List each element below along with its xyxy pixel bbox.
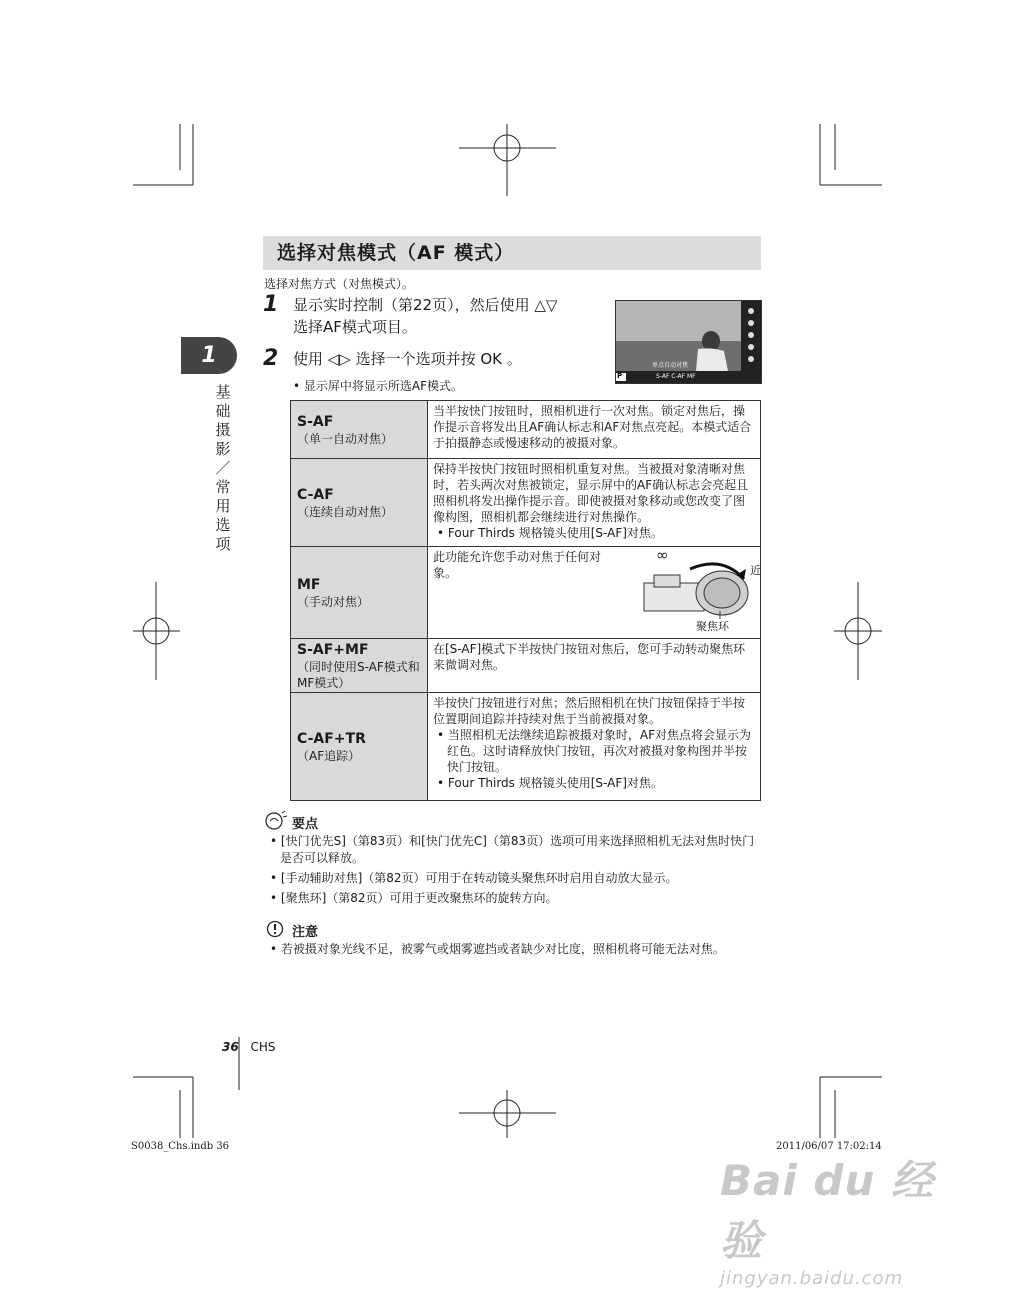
step-1-line2: 选择AF模式项目。: [293, 318, 417, 336]
mode-bullet: • Four Thirds 规格镜头使用[S-AF]对焦。: [437, 526, 663, 540]
mode-code: S-AF+MF: [297, 641, 369, 658]
step-2-bullet: • 显示屏中将显示所选AF模式。: [293, 379, 464, 393]
mode-subtitle: （手动对焦）: [297, 594, 370, 609]
tips-list: [266, 833, 762, 907]
mode-desc-cell: [428, 547, 761, 639]
mode-desc-cell: [428, 639, 761, 693]
mode-code: C-AF: [297, 486, 334, 503]
mode-name-cell: [291, 401, 428, 459]
mode-code: S-AF: [297, 413, 334, 430]
mode-description: 半按快门按钮进行对焦；然后照相机在快门按钮保持于半按位置期间追踪并持续对焦于当前被摄对象。: [433, 696, 746, 726]
mode-code: C-AF+TR: [297, 730, 366, 747]
near-label: 近: [750, 564, 761, 577]
af-mode-table: [290, 400, 761, 801]
mode-description: 当半按快门按钮时，照相机进行一次对焦。锁定对焦后，操作提示音将发出且AF确认标志和AF对焦点亮起。本模式适合于拍摄静态或慢速移动的被摄对象。: [433, 404, 752, 450]
mode-code: MF: [297, 576, 321, 593]
mode-name-cell: [291, 693, 428, 801]
table-row: [291, 401, 761, 459]
list-item: • 若被摄对象光线不足，被雾气或烟雾遮挡或者缺少对比度，照相机将可能无法对焦。: [270, 942, 725, 956]
chapter-tab: 1: [181, 337, 237, 374]
list-item: • [快门优先S]（第83页）和[快门优先C]（第83页）选项可用来选择照相机无法对焦时快门是否可以释放。: [270, 834, 755, 865]
list-item: • [聚焦环]（第82页）可用于更改聚焦环的旋转方向。: [270, 891, 558, 905]
page-lang: CHS: [250, 1040, 276, 1054]
tips-heading: 要点: [292, 817, 319, 832]
list-item: • [手动辅助对焦]（第82页）可用于在转动镜头聚焦环时启用自动放大显示。: [270, 871, 678, 885]
mode-name-cell: [291, 547, 428, 639]
focus-ring-icon: [640, 555, 752, 619]
camera-photo: [616, 301, 761, 383]
mode-subtitle: （单一自动对焦）: [297, 431, 394, 446]
mode-desc-cell: [428, 459, 761, 547]
mode-name-cell: [291, 459, 428, 547]
caution-icon: [266, 920, 284, 938]
section-intro: 选择对焦方式（对焦模式）。: [264, 277, 415, 291]
section-header: [263, 236, 761, 270]
camera-mode-indicator: P: [617, 372, 623, 380]
caution-list: [266, 941, 762, 958]
mode-description: 保持半按快门按钮时照相机重复对焦。当被摄对象清晰对焦时，若头两次对焦被锁定，显示屏中的AF确认标志会亮起且照相机将发出操作提示音。即使被摄对象移动或您改变了图像构图，照相机都会继续进行对焦操作。: [433, 462, 749, 524]
table-row: [291, 547, 761, 639]
step-1-line1: 显示实时控制（第22页），然后使用 △▽: [293, 296, 558, 314]
chapter-title: 基础摄影／常用选项: [215, 383, 231, 553]
page-footer: [222, 1040, 276, 1054]
section-title: 选择对焦模式（AF 模式）: [277, 242, 515, 264]
mode-description: 在[S-AF]模式下半按快门按钮对焦后，您可手动转动聚焦环来微调对焦。: [433, 642, 746, 672]
mode-subtitle: （连续自动对焦）: [297, 504, 394, 519]
baidu-watermark: [720, 1148, 960, 1289]
mode-desc-cell: [428, 401, 761, 459]
watermark-logo: Bai du 经验: [720, 1156, 934, 1265]
table-row: [291, 693, 761, 801]
mode-description: 此功能允许您手动对焦于任何对象。: [433, 550, 602, 580]
page-number: 36: [222, 1040, 239, 1054]
camera-af-label: 单点自动对焦: [652, 362, 689, 369]
step-2-line1: 使用 ◁▷ 选择一个选项并按 OK 。: [293, 350, 522, 368]
mode-desc-cell: [428, 693, 761, 801]
infinity-label: ∞: [656, 546, 669, 564]
camera-af-strip: S-AF C-AF MF: [656, 373, 696, 380]
table-row: [291, 639, 761, 693]
table-row: [291, 459, 761, 547]
caution-heading: 注意: [292, 925, 319, 940]
step-2-number: 2: [263, 346, 279, 371]
tips-icon: [264, 810, 288, 832]
focus-ring-label: 聚焦环: [696, 620, 729, 633]
step-1-number: 1: [263, 292, 279, 317]
mode-name-cell: [291, 639, 428, 693]
mode-subtitle: （同时使用S-AF模式和MF模式）: [297, 659, 420, 690]
watermark-url: jingyan.baidu.com: [720, 1268, 904, 1289]
mode-subtitle: （AF追踪）: [297, 748, 361, 763]
print-slug-file: S0038_Chs.indb 36: [131, 1141, 230, 1152]
mode-bullet: • Four Thirds 规格镜头使用[S-AF]对焦。: [437, 776, 663, 790]
print-slug-date: 2011/06/07 17:02:14: [776, 1141, 882, 1152]
mode-bullet: • 当照相机无法继续追踪被摄对象时，AF对焦点将会显示为红色。这时请释放快门按钮，再次对被摄对象构图并半按快门按钮。: [437, 728, 752, 774]
camera-screen-illustration: [615, 300, 762, 384]
